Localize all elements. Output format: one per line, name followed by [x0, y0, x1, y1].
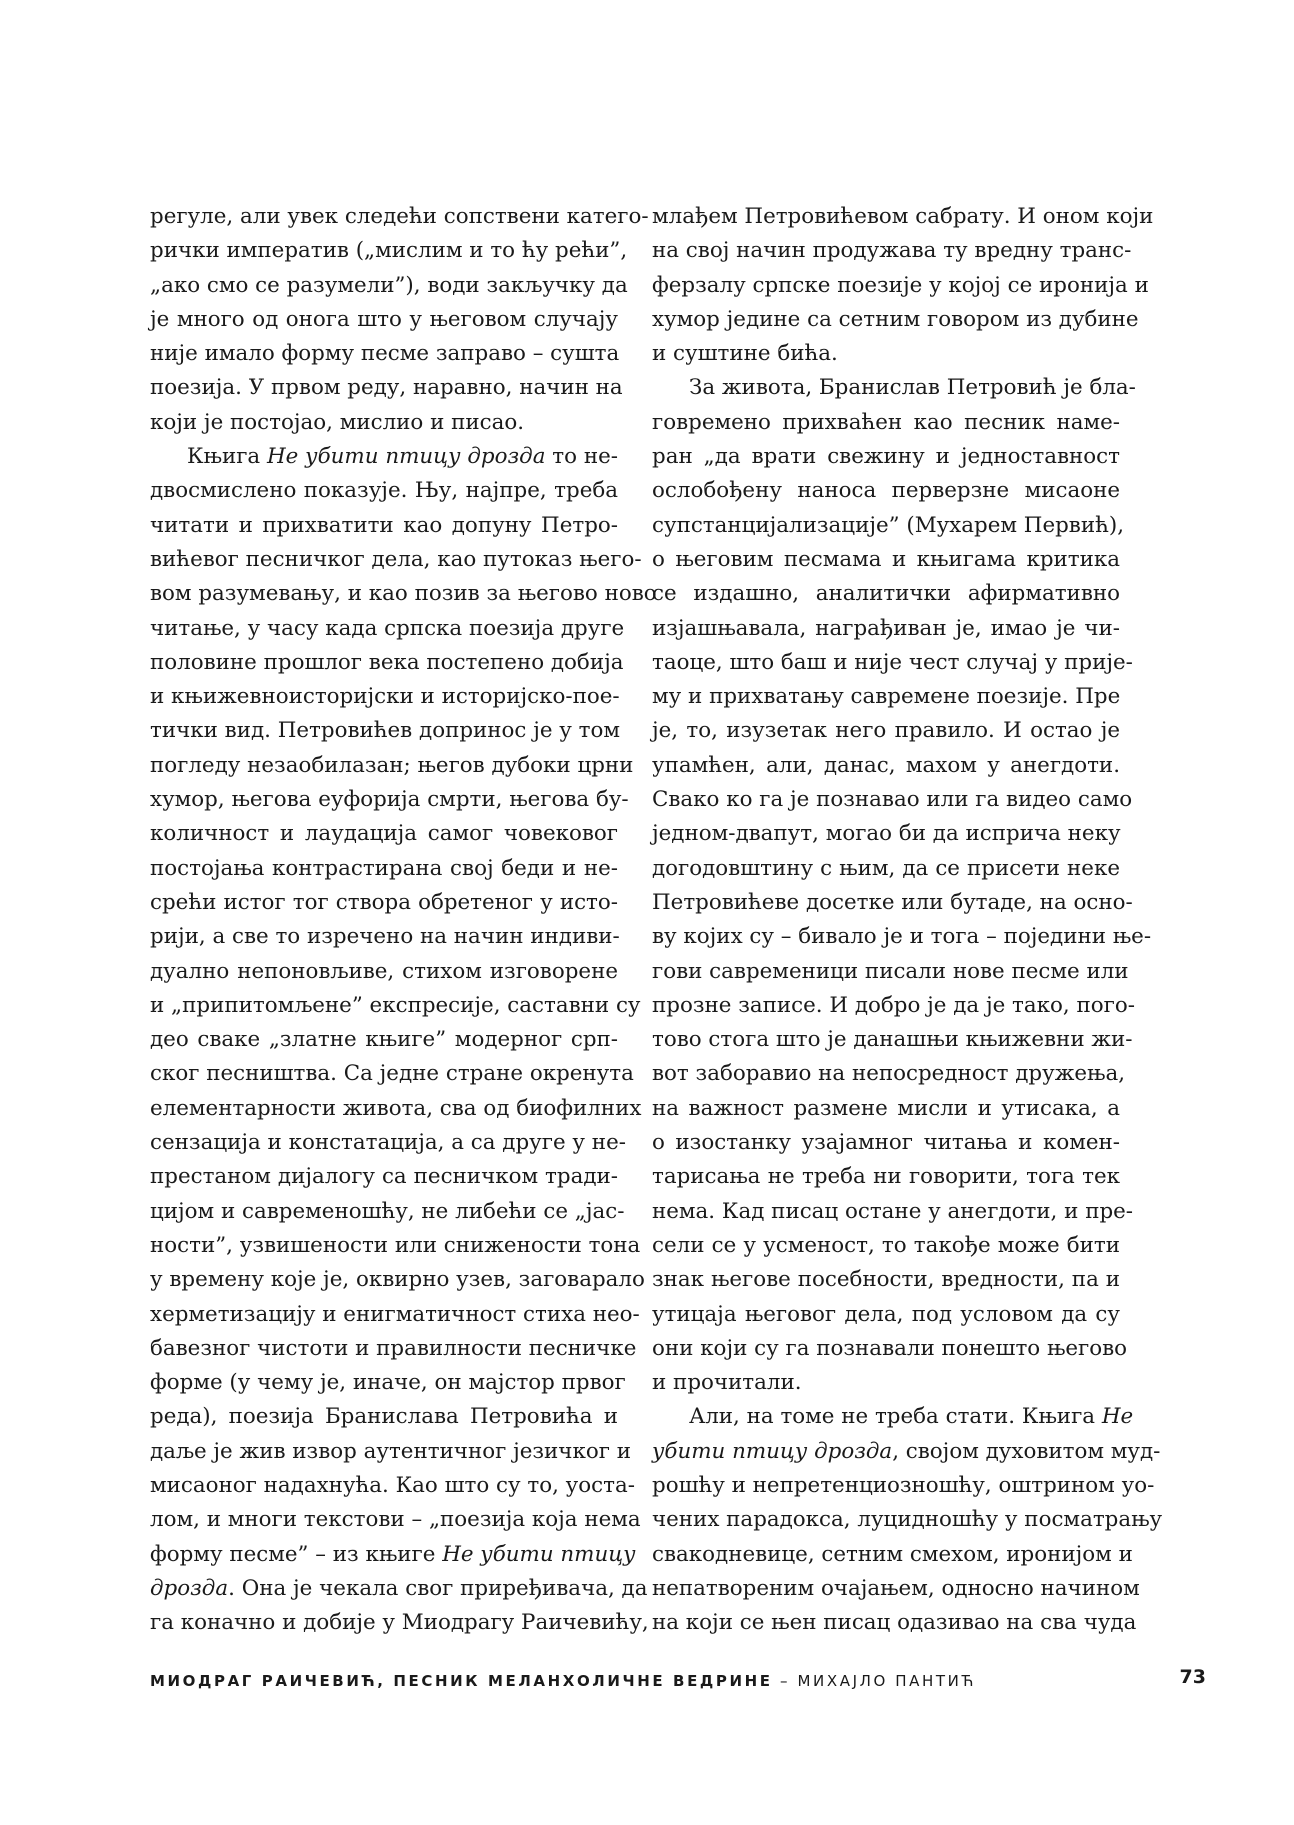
- text-line: форме (у чему је, иначе, он мајстор првог: [150, 1370, 626, 1396]
- text-line: део сваке „златне књиге” модерног срп-: [150, 1027, 618, 1053]
- text-line: погледу незаобилазан; његов дубоки црни: [150, 752, 634, 778]
- text-line: и суштине бића.: [652, 341, 838, 367]
- text-line: ског песништва. Са једне стране окренута: [150, 1061, 634, 1087]
- text-line: ран „да врати свежину и једноставност: [652, 444, 1120, 470]
- text-line: поезија. У првом реду, наравно, начин на: [150, 375, 623, 401]
- text-line: постојања контрастирана свој беди и не-: [150, 855, 618, 881]
- text-line: једном-двапут, могао би да исприча неку: [652, 821, 1121, 847]
- text-line: Али, на томе не треба стати. Књига Не: [689, 1404, 1134, 1430]
- text-line: престаном дијалогу са песничком тради-: [150, 1164, 618, 1190]
- text-line: форму песме” – из књиге Не убити птицу: [150, 1541, 636, 1567]
- text-line: количност и лаудација самог човековог: [150, 821, 618, 847]
- running-title: МИОДРАГ РАИЧЕВИЋ, ПЕСНИК МЕЛАНХОЛИЧНЕ ВЕДРИНЕ: [150, 1672, 773, 1690]
- text-line: срећи истог тог створа обретеног у исто-: [150, 889, 618, 915]
- text-line: ослобођену наноса перверзне мисаоне: [652, 478, 1120, 504]
- text-line: елементарности живота, сва од биофилних: [150, 1095, 642, 1121]
- text-line: гови савременици писали нове песме или: [652, 958, 1129, 984]
- text-line: на који се њен писац одазивао на сва чуда: [652, 1610, 1137, 1636]
- text-line: вот заборавио на непосредност дружења,: [652, 1061, 1126, 1087]
- text-line: рошћу и непретенциозношћу, оштрином уо-: [652, 1472, 1155, 1498]
- text-line: тички вид. Петровићев допринос је у том: [150, 718, 621, 744]
- text-line: даље је жив извор аутентичног језичког и: [150, 1438, 631, 1464]
- text-line: који је постојао, мислио и писао.: [150, 409, 525, 435]
- text-line: о његовим песмама и књигама критика: [652, 546, 1120, 572]
- text-line: реда), поезија Бранислава Петровића и: [150, 1404, 618, 1430]
- right-text-column: [652, 200, 1163, 1640]
- text-line: је, то, изузетак него правило. И остао је: [652, 718, 1120, 744]
- text-line: дуално непоновљиве, стихом изговорене: [150, 958, 618, 984]
- text-line: о изостанку узајамног читања и комен-: [652, 1130, 1120, 1156]
- text-line: Свако ко га је познавао или га видео само: [652, 787, 1133, 813]
- text-line: цијом и савременошћу, не либећи се „јас-: [150, 1198, 625, 1224]
- text-line: ности”, узвишености или снижености тона: [150, 1232, 641, 1258]
- text-line: и прочитали.: [652, 1370, 802, 1396]
- text-line: и „припитомљене” експресије, саставни су: [150, 992, 641, 1018]
- page-number: 73: [1179, 1666, 1206, 1688]
- text-line: рији, а све то изречено на начин индиви-: [150, 924, 620, 950]
- text-line: они који су га познавали понешто његово: [652, 1335, 1128, 1361]
- text-line: тово стога што је данашњи књижевни жи-: [652, 1027, 1133, 1053]
- running-footer: [150, 1672, 1136, 1702]
- text-line: таоце, што баш и није чест случај у прије-: [652, 649, 1133, 675]
- text-line: регуле, али увек следећи сопствени катего-: [150, 204, 649, 229]
- text-line: убити птицу дрозда, својом духовитом муд-: [652, 1438, 1161, 1464]
- text-line: знак његове посебности, вредности, па и: [652, 1267, 1120, 1293]
- text-line: догодовштину с њим, да се присети неке: [652, 855, 1120, 881]
- text-line: вом разумевању, и као позив за његово ново: [150, 581, 657, 607]
- text-line: прозне записе. И добро је да је тако, пого-: [652, 992, 1135, 1018]
- text-line: чених парадокса, луцидношћу у посматрању: [652, 1507, 1163, 1533]
- text-line: хумор, његова еуфорија смрти, његова бу-: [150, 787, 629, 813]
- text-line: За живота, Бранислав Петровић је бла-: [689, 375, 1136, 401]
- text-line: и књижевноисторијски и историјско-пое-: [150, 684, 620, 710]
- text-line: сели се у усменост, то такође може бити: [652, 1232, 1120, 1258]
- text-line: двосмислено показује. Њу, најпре, треба: [150, 478, 618, 504]
- text-line: читање, у часу када српска поезија друге: [150, 615, 625, 641]
- text-line: упамћен, али, данас, махом у анегдоти.: [652, 752, 1120, 778]
- text-line: сензација и констатација, а са друге у не-: [150, 1130, 626, 1156]
- text-line: ферзалу српске поезије у којој се иронија и: [652, 272, 1149, 298]
- text-line: свакодневице, сетним смехом, иронијом и: [652, 1541, 1133, 1567]
- text-line: лом, и многи текстови – „поезија која нема: [150, 1507, 641, 1533]
- text-line: се издашно, аналитички афирмативно: [652, 581, 1120, 607]
- footer-separator: –: [772, 1672, 798, 1690]
- text-line: на свој начин продужава ту вредну транс-: [652, 238, 1132, 264]
- text-line: изјашњавала, награђиван је, имао је чи-: [652, 615, 1120, 641]
- text-line: непатвореним очајањем, односно начином: [652, 1575, 1140, 1601]
- text-line: читати и прихватити као допуну Петро-: [150, 512, 618, 538]
- text-line: на важност размене мисли и утисака, а: [652, 1095, 1120, 1121]
- text-line: вићевог песничког дела, као путоказ његo-: [150, 546, 642, 572]
- text-line: рички императив („мислим и то ћу рећи”,: [150, 238, 628, 264]
- text-line: мисаоног надахнућа. Као што су то, уоста-: [150, 1472, 635, 1498]
- footer-author: МИХАЈЛО ПАНТИЋ: [797, 1672, 976, 1690]
- text-line: херметизацију и енигматичност стиха нео-: [150, 1301, 640, 1327]
- text-line: половине прошлог века постепено добија: [150, 649, 624, 675]
- text-line: супстанцијализације” (Мухарем Первић),: [652, 512, 1125, 538]
- text-line: „ако смо се разумели”), води закључку да: [150, 272, 628, 298]
- text-line: хумор једине са сетним говором из дубине: [652, 306, 1139, 332]
- text-line: му и прихватању савремене поезије. Пре: [652, 684, 1121, 710]
- text-line: тарисања не треба ни говорити, тога тек: [652, 1164, 1120, 1190]
- text-line: утицаја његовог дела, под условом да су: [652, 1301, 1120, 1327]
- text-line: није имало форму песме заправо – суштa: [150, 341, 620, 367]
- text-line: ву којих су – бивало је и тога – поједини ње-: [652, 924, 1152, 950]
- text-line: га коначно и добије у Миодрагу Раичевићу,: [150, 1610, 649, 1636]
- text-line: у времену које је, оквирно узев, заговарало: [150, 1267, 645, 1293]
- left-text-column: [150, 200, 657, 1640]
- text-line: Петровићеве досетке или бутаде, на осно-: [652, 889, 1133, 915]
- text-line: бавезног чистоти и правилности песничке: [150, 1335, 637, 1361]
- text-line: Књига Не убити птицу дрозда то не-: [187, 444, 618, 470]
- text-line: дрозда. Она је чекала свог приређивача, да: [150, 1575, 648, 1601]
- text-line: је много од онога што у његовом случају: [150, 306, 618, 332]
- text-line: млађем Петровићевом сабрату. И оном који: [652, 204, 1154, 229]
- text-line: нема. Кад писац остане у анегдоти, и пре-: [652, 1198, 1134, 1224]
- text-line: говремено прихваћен као песник наме-: [652, 409, 1120, 435]
